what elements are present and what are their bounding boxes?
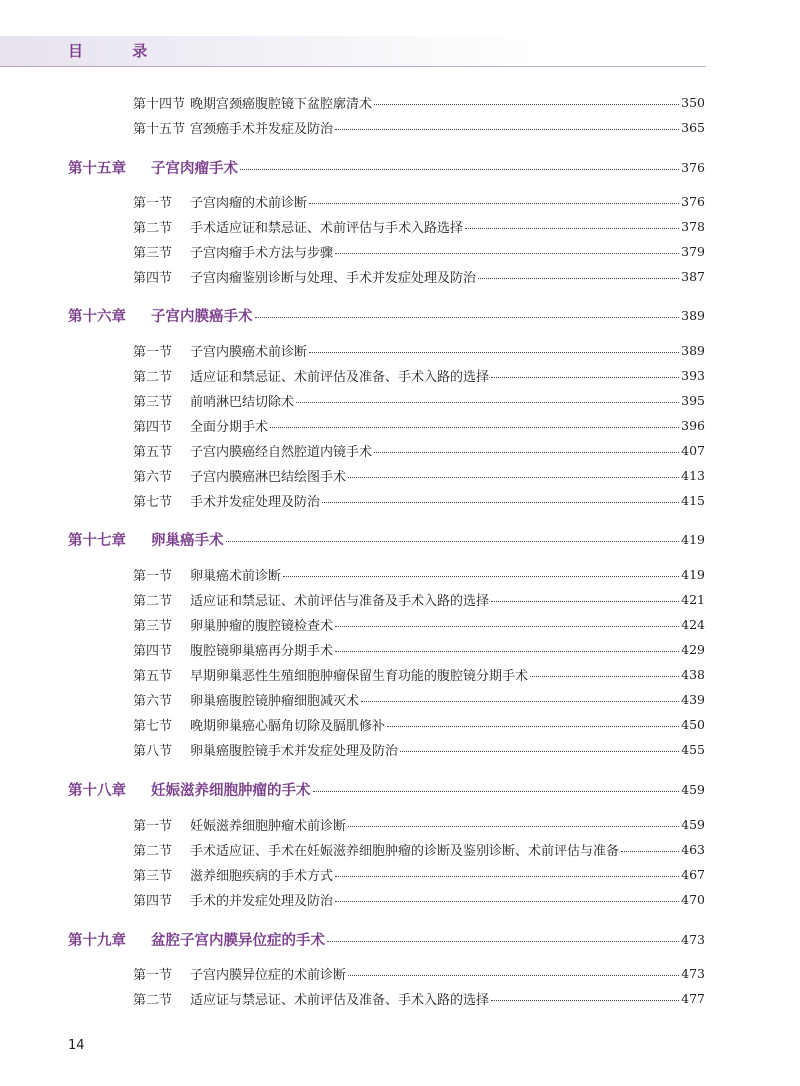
page-ref: 424 — [681, 616, 705, 632]
section-number: 第二节 — [133, 593, 173, 609]
toc-section-row[interactable] — [0, 117, 800, 137]
dot-leader — [335, 253, 679, 254]
section-number: 第四节 — [133, 893, 173, 909]
toc-section-row[interactable] — [0, 839, 800, 859]
section-title: 手术的并发症处理及防治 — [190, 893, 334, 909]
page-ref: 389 — [681, 307, 705, 323]
section-title: 卵巢肿瘤的腹腔镜检查术 — [190, 618, 334, 634]
section-title: 滋养细胞疾病的手术方式 — [190, 868, 334, 884]
toc-section-row[interactable] — [0, 714, 800, 734]
section-number: 第五节 — [133, 444, 173, 460]
section-number: 第八节 — [133, 743, 173, 759]
chapter-number: 第十九章 — [68, 932, 126, 949]
dot-leader — [491, 1000, 679, 1001]
page-ref: 378 — [681, 218, 705, 234]
dot-leader — [348, 826, 679, 827]
section-number: 第六节 — [133, 693, 173, 709]
page-ref: 413 — [681, 467, 705, 483]
page-ref: 459 — [681, 781, 705, 797]
dot-leader — [361, 701, 679, 702]
page-ref: 467 — [681, 866, 705, 882]
section-title: 卵巢癌腹腔镜手术并发症处理及防治 — [190, 743, 399, 759]
dot-leader — [296, 402, 679, 403]
toc-section-row[interactable] — [0, 614, 800, 634]
page-ref: 350 — [681, 94, 705, 110]
page-ref: 429 — [681, 641, 705, 657]
dot-leader — [327, 941, 679, 942]
page-ref: 393 — [681, 367, 705, 383]
dot-leader — [335, 129, 679, 130]
dot-leader — [335, 876, 679, 877]
dot-leader — [255, 317, 680, 318]
toc-section-row[interactable] — [0, 739, 800, 759]
dot-leader — [387, 726, 679, 727]
section-title: 宫颈癌手术并发症及防治 — [190, 121, 334, 137]
chapter-number: 第十八章 — [68, 782, 126, 799]
page-ref: 379 — [681, 243, 705, 259]
toc-chapter-row[interactable] — [0, 529, 800, 549]
dot-leader — [374, 452, 679, 453]
chapter-title: 妊娠滋养细胞肿瘤的手术 — [151, 782, 311, 799]
toc-chapter-row[interactable] — [0, 929, 800, 949]
toc-section-row[interactable] — [0, 92, 800, 112]
page-ref: 419 — [681, 566, 705, 582]
toc-section-row[interactable] — [0, 191, 800, 211]
chapter-number: 第十六章 — [68, 308, 126, 325]
dot-leader — [348, 477, 679, 478]
toc-section-row[interactable] — [0, 963, 800, 983]
section-number: 第四节 — [133, 419, 173, 435]
section-title: 适应证和禁忌证、术前评估及准备、手术入路的选择 — [190, 369, 490, 385]
dot-leader — [322, 502, 679, 503]
section-title: 全面分期手术 — [190, 419, 269, 435]
page-ref: 421 — [681, 591, 705, 607]
dot-leader — [621, 851, 679, 852]
section-title: 手术并发症处理及防治 — [190, 494, 321, 510]
toc-section-row[interactable] — [0, 340, 800, 360]
page-ref: 455 — [681, 741, 705, 757]
toc-section-row[interactable] — [0, 390, 800, 410]
page-ref: 387 — [681, 268, 705, 284]
section-number: 第一节 — [133, 967, 173, 983]
section-number: 第二节 — [133, 369, 173, 385]
section-title: 子宫内膜癌术前诊断 — [190, 344, 308, 360]
page-ref: 463 — [681, 841, 705, 857]
dot-leader — [335, 626, 679, 627]
dot-leader — [348, 975, 679, 976]
toc-section-row[interactable] — [0, 814, 800, 834]
dot-leader — [335, 901, 679, 902]
toc-section-row[interactable] — [0, 216, 800, 236]
page-ref: 473 — [681, 931, 705, 947]
section-number: 第一节 — [133, 568, 173, 584]
toc-section-row[interactable] — [0, 664, 800, 684]
dot-leader — [491, 377, 679, 378]
page-ref: 473 — [681, 965, 705, 981]
toc-section-row[interactable] — [0, 490, 800, 510]
section-title: 腹腔镜卵巢癌再分期手术 — [190, 643, 334, 659]
toc-section-row[interactable] — [0, 639, 800, 659]
section-number: 第四节 — [133, 643, 173, 659]
dot-leader — [309, 203, 679, 204]
dot-leader — [465, 228, 679, 229]
dot-leader — [374, 104, 679, 105]
toc-section-row[interactable] — [0, 988, 800, 1008]
page-ref: 450 — [681, 716, 705, 732]
toc-section-row[interactable] — [0, 440, 800, 460]
dot-leader — [313, 791, 680, 792]
dot-leader — [335, 651, 679, 652]
section-number: 第三节 — [133, 245, 173, 261]
dot-leader — [400, 751, 679, 752]
section-title: 子宫内膜癌经自然腔道内镜手术 — [190, 444, 373, 460]
page-ref: 438 — [681, 666, 705, 682]
page-ref: 365 — [681, 119, 705, 135]
page-ref: 396 — [681, 417, 705, 433]
section-title: 手术适应证和禁忌证、术前评估与手术入路选择 — [190, 220, 464, 236]
page-ref: 415 — [681, 492, 705, 508]
section-title: 手术适应证、手术在妊娠滋养细胞肿瘤的诊断及鉴别诊断、术前评估与准备 — [190, 843, 620, 859]
page-ref: 376 — [681, 159, 705, 175]
toc-section-row[interactable] — [0, 564, 800, 584]
dot-leader — [270, 427, 679, 428]
section-number: 第三节 — [133, 394, 173, 410]
page-ref: 419 — [681, 531, 705, 547]
section-title: 子宫肉瘤鉴别诊断与处理、手术并发症处理及防治 — [190, 270, 477, 286]
section-number: 第七节 — [133, 494, 173, 510]
toc-section-row[interactable] — [0, 889, 800, 909]
toc-chapter-row[interactable] — [0, 305, 800, 325]
dot-leader — [283, 576, 679, 577]
section-title: 适应证和禁忌证、术前评估与准备及手术入路的选择 — [190, 593, 490, 609]
toc-section-row[interactable] — [0, 589, 800, 609]
section-number: 第三节 — [133, 618, 173, 634]
chapter-title: 卵巢癌手术 — [151, 532, 224, 549]
section-number: 第二节 — [133, 992, 173, 1008]
page-ref: 459 — [681, 816, 705, 832]
section-number: 第一节 — [133, 195, 173, 211]
header-divider — [0, 66, 706, 67]
page-ref: 389 — [681, 342, 705, 358]
section-number: 第一节 — [133, 344, 173, 360]
page-ref: 407 — [681, 442, 705, 458]
chapter-title: 盆腔子宫内膜异位症的手术 — [151, 932, 325, 949]
section-title: 妊娠滋养细胞肿瘤术前诊断 — [190, 818, 347, 834]
section-number: 第四节 — [133, 270, 173, 286]
chapter-number: 第十五章 — [68, 160, 126, 177]
page-ref: 376 — [681, 193, 705, 209]
section-title: 卵巢癌腹腔镜肿瘤细胞减灭术 — [190, 693, 360, 709]
section-title: 晚期卵巢癌心膈角切除及膈肌修补 — [190, 718, 386, 734]
section-title: 子宫内膜异位症的术前诊断 — [190, 967, 347, 983]
section-title: 卵巢癌术前诊断 — [190, 568, 282, 584]
toc-section-row[interactable] — [0, 365, 800, 385]
toc-chapter-row[interactable] — [0, 779, 800, 799]
chapter-number: 第十七章 — [68, 532, 126, 549]
dot-leader — [478, 278, 679, 279]
page-ref: 439 — [681, 691, 705, 707]
toc-chapter-row[interactable] — [0, 157, 800, 177]
section-number: 第一节 — [133, 818, 173, 834]
page-ref: 395 — [681, 392, 705, 408]
page-ref: 477 — [681, 990, 705, 1006]
dot-leader — [226, 541, 680, 542]
section-title: 早期卵巢恶性生殖细胞肿瘤保留生育功能的腹腔镜分期手术 — [190, 668, 529, 684]
section-number: 第二节 — [133, 220, 173, 236]
section-number: 第三节 — [133, 868, 173, 884]
dot-leader — [240, 169, 679, 170]
dot-leader — [309, 352, 679, 353]
toc-section-row[interactable] — [0, 465, 800, 485]
section-title: 适应证与禁忌证、术前评估及准备、手术入路的选择 — [190, 992, 490, 1008]
toc-section-row[interactable] — [0, 266, 800, 286]
chapter-title: 子宫内膜癌手术 — [151, 308, 253, 325]
dot-leader — [491, 601, 679, 602]
chapter-title: 子宫肉瘤手术 — [151, 160, 238, 177]
section-title: 子宫内膜癌淋巴结绘图手术 — [190, 469, 347, 485]
section-title: 子宫肉瘤的术前诊断 — [190, 195, 308, 211]
section-number: 第十五节 — [133, 121, 186, 137]
section-number: 第五节 — [133, 668, 173, 684]
toc-section-row[interactable] — [0, 864, 800, 884]
section-number: 第十四节 — [133, 96, 186, 112]
section-number: 第二节 — [133, 843, 173, 859]
toc-section-row[interactable] — [0, 415, 800, 435]
toc-section-row[interactable] — [0, 241, 800, 261]
dot-leader — [530, 676, 679, 677]
page-title: 目 录 — [68, 42, 170, 60]
section-title: 前哨淋巴结切除术 — [190, 394, 295, 410]
section-number: 第七节 — [133, 718, 173, 734]
page-ref: 470 — [681, 891, 705, 907]
section-title: 晚期宫颈癌腹腔镜下盆腔廓清术 — [190, 96, 373, 112]
page-number: 14 — [68, 1038, 85, 1053]
toc-section-row[interactable] — [0, 689, 800, 709]
section-number: 第六节 — [133, 469, 173, 485]
section-title: 子宫肉瘤手术方法与步骤 — [190, 245, 334, 261]
